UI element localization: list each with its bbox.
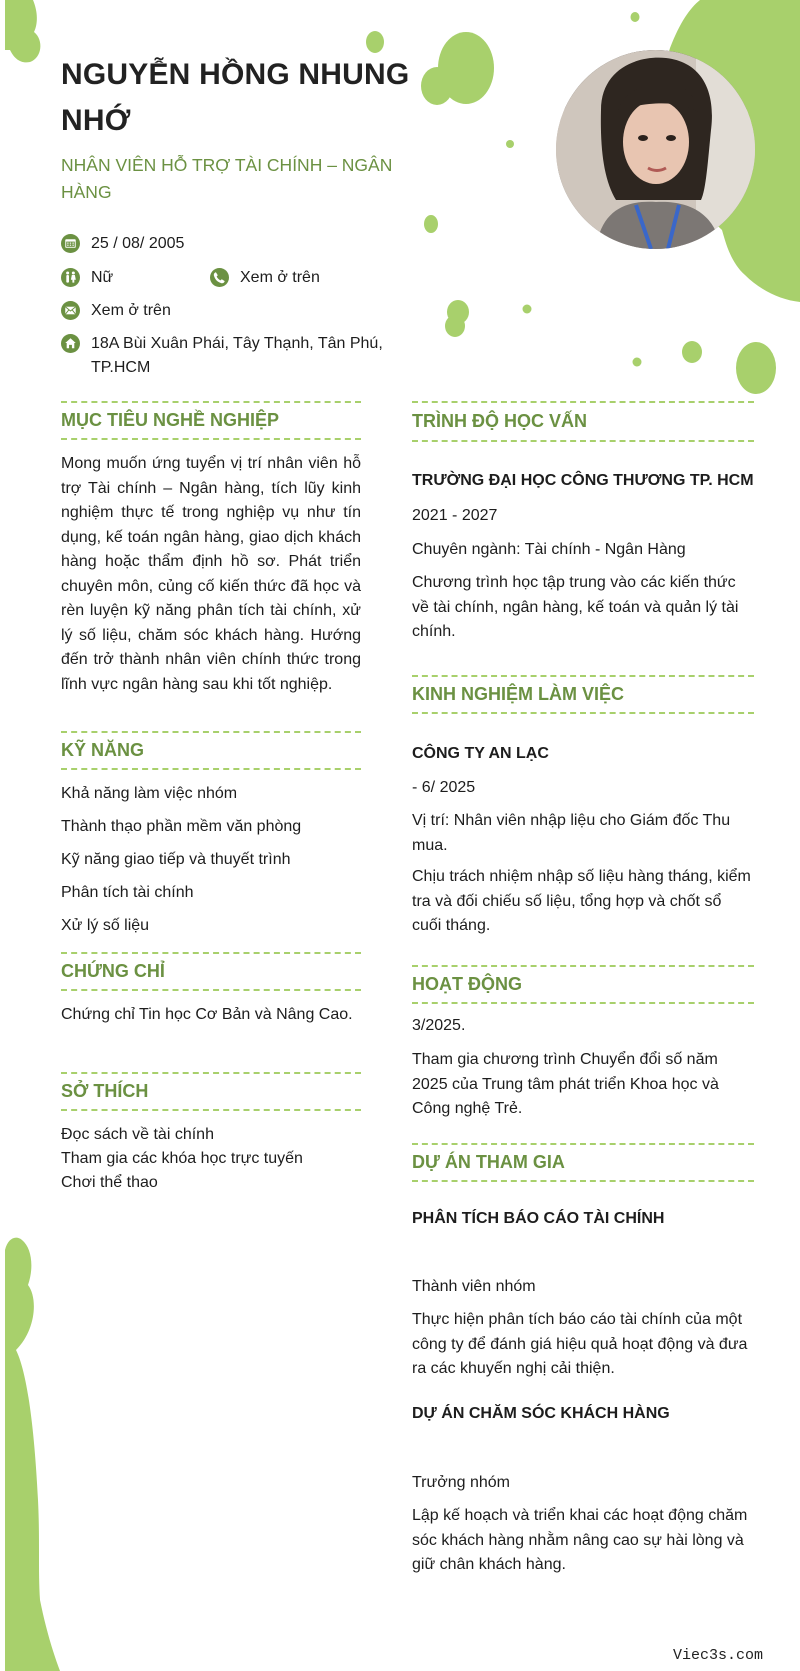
- job-title: NHÂN VIÊN HỖ TRỢ TÀI CHÍNH – NGÂN HÀNG: [61, 155, 393, 202]
- watermark: Viec3s.com: [673, 1647, 764, 1664]
- calendar-icon: [61, 234, 80, 253]
- project-description: Thực hiện phân tích báo cáo tài chính của một công ty để đánh giá hiệu quả hoạt động và đưa ra các khuyến nghị cải thiện.: [412, 1311, 748, 1377]
- section-title-projects: DỰ ÁN THAM GIA: [412, 1143, 754, 1182]
- address-value: 18A Bùi Xuân Phái, Tây Thạnh, Tân Phú, TP.HCM: [91, 335, 383, 376]
- skill-item: Xử lý số liệu: [61, 917, 150, 934]
- gender-row: [61, 266, 113, 290]
- phone-value: Xem ở trên: [240, 269, 320, 286]
- hobby-item: Chơi thể thao: [61, 1174, 158, 1191]
- section-title-skills: KỸ NĂNG: [61, 731, 361, 770]
- address-row: [61, 332, 391, 380]
- birthday-row: [61, 232, 184, 256]
- project-name: DỰ ÁN CHĂM SÓC KHÁCH HÀNG: [412, 1405, 670, 1422]
- education-period: 2021 - 2027: [412, 507, 498, 524]
- experience-period: - 6/ 2025: [412, 779, 476, 796]
- email-row: [61, 299, 171, 323]
- candidate-name: NGUYỄN HỒNG NHUNG NHỚ: [61, 58, 410, 137]
- school-name: TRƯỜNG ĐẠI HỌC CÔNG THƯƠNG TP. HCM: [412, 472, 754, 489]
- project-role: Thành viên nhóm: [412, 1278, 536, 1295]
- project-name: PHÂN TÍCH BÁO CÁO TÀI CHÍNH: [412, 1210, 665, 1227]
- section-title-activities: HOẠT ĐỘNG: [412, 965, 754, 1004]
- phone-icon: [210, 268, 229, 287]
- skill-item: Khả năng làm việc nhóm: [61, 785, 238, 802]
- experience-position: Vị trí: Nhân viên nhập liệu cho Giám đốc Thu mua.: [412, 812, 731, 854]
- avatar: [556, 50, 755, 249]
- skill-item: Phân tích tài chính: [61, 884, 194, 901]
- project-description: Lập kế hoạch và triển khai các hoạt động chăm sóc khách hàng nhằm nâng cao sự hài lòng và giữ chân khách hàng.: [412, 1507, 748, 1573]
- gender-icon: [61, 268, 80, 287]
- email-icon: [61, 301, 80, 320]
- skill-item: Thành thạo phần mềm văn phòng: [61, 818, 302, 835]
- company-name: CÔNG TY AN LẠC: [412, 745, 549, 762]
- objective-text: Mong muốn ứng tuyển vị trí nhân viên hỗ trợ Tài chính – Ngân hàng, tích lũy kinh nghiệm thực tế trong nghiệp vụ như tín dụng, kế toán ngân hàng, giao dịch khách hàng hoặc thẩm định hồ sơ. Phát triển chuyên môn, củng cố kiến thức đã học và rèn luyện kỹ năng phân tích tài chính, xử lý số liệu, chăm sóc khách hàng. Hướng đến trở thành nhân viên chính thức trong lĩnh vực ngân hàng sau khi tốt nghiệp.: [61, 455, 361, 693]
- skill-item: Kỹ năng giao tiếp và thuyết trình: [61, 851, 291, 868]
- project-role: Trưởng nhóm: [412, 1474, 510, 1491]
- portrait-image: [556, 50, 755, 249]
- section-title-objective: MỤC TIÊU NGHỀ NGHIỆP: [61, 401, 361, 440]
- education-description: Chương trình học tập trung vào các kiến thức về tài chính, ngân hàng, kế toán và quản lý tài chính.: [412, 574, 739, 640]
- phone-row: [210, 266, 320, 290]
- birthday-value: 25 / 08/ 2005: [91, 235, 185, 252]
- education-major: Chuyên ngành: Tài chính - Ngân Hàng: [412, 541, 686, 558]
- hobby-item: Đọc sách về tài chính: [61, 1126, 214, 1143]
- hobby-item: Tham gia các khóa học trực tuyến: [61, 1150, 303, 1167]
- section-title-hobbies: SỞ THÍCH: [61, 1072, 361, 1111]
- section-title-experience: KINH NGHIỆM LÀM VIỆC: [412, 675, 754, 714]
- section-title-certificates: CHỨNG CHỈ: [61, 952, 361, 991]
- home-icon: [61, 334, 80, 353]
- activity-period: 3/2025.: [412, 1017, 466, 1034]
- certificate-text: Chứng chỉ Tin học Cơ Bản và Nâng Cao.: [61, 1006, 353, 1023]
- section-title-education: TRÌNH ĐỘ HỌC VẤN: [412, 401, 754, 442]
- email-value: Xem ở trên: [91, 302, 171, 319]
- activity-description: Tham gia chương trình Chuyển đổi số năm 2025 của Trung tâm phát triển Khoa học và Công nghệ Trẻ.: [412, 1051, 719, 1117]
- experience-description: Chịu trách nhiệm nhập số liệu hàng tháng, kiểm tra và đối chiếu số liệu, tổng hợp và chốt sổ cuối tháng.: [412, 868, 751, 934]
- gender-value: Nữ: [91, 269, 114, 286]
